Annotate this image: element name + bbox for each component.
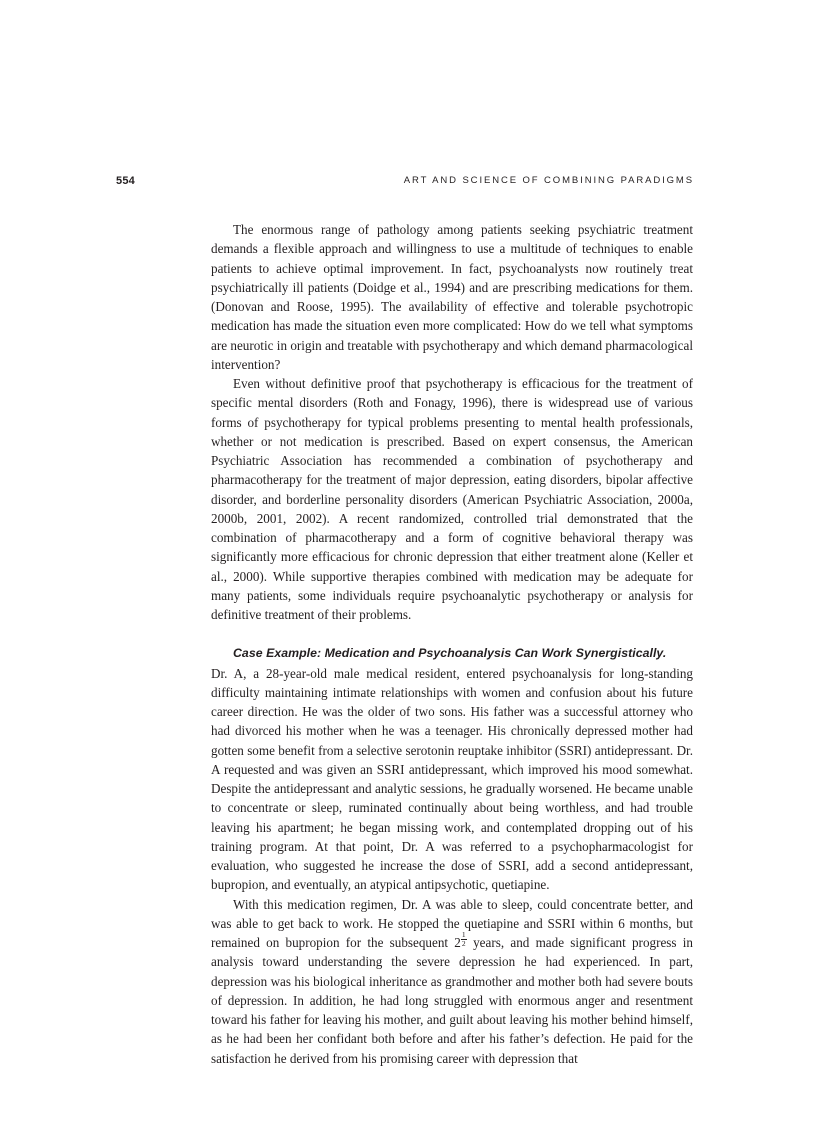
running-head: [116, 175, 694, 193]
fraction-denominator: 2: [461, 939, 466, 948]
paragraph-text-start: With this medication regimen, Dr. A was able to sleep, could concentrate better, and was able to get back to work. He stopped the quetiapine and SSRI within 6 months, but remained on bupropion for the subsequent 2: [211, 896, 693, 950]
paragraph: The enormous range of pathology among patients seeking psychiatric treatment demands a flexible approach and willingness to use a multitude of techniques to enable patients to achieve optimal improvement. In fact, psychoanalysts now routinely treat psychiatrically ill patients (Doidge et al., 1994) and are prescribing medications for them. (Donovan and Roose, 1995). The availability of effective and tolerable psychotropic medication has made the situation even more complicated: How do we tell what symptoms are neurotic in origin and treatable with psychotherapy and which demand pharmacological intervention?: [211, 222, 693, 372]
fraction-one-half: [461, 930, 467, 948]
case-example-paragraph: [211, 643, 693, 894]
paragraph: Even without definitive proof that psychotherapy is efficacious for the treatment of specific mental disorders (Roth and Fonagy, 1996), there is widespread use of various forms of psychotherapy for typical problems presenting to mental health professionals, whether or not medication is prescribed. Based on expert consensus, the American Psychiatric Association has recommended a combination of psychotherapy and pharmacotherapy for the treatment of major depression, eating disorders, bipolar affective disorder, and borderline personality disorders (American Psychiatric Association, 2000a, 2000b, 2001, 2002). A recent randomized, controlled trial demonstrated that the combination of pharmacotherapy and a form of cognitive behavioral therapy was significantly more efficacious for chronic depression that either treatment alone (Keller et al., 2000). While supportive therapies combined with medication may be adequate for many patients, some individuals require psychoanalytic psychotherapy or analysis for definitive treatment of their problems.: [211, 376, 693, 622]
paragraph: [211, 895, 693, 1068]
paragraph-text-end: years, and made significant progress in analysis toward understanding the severe depression he had experienced. In part, depression was his biological inheritance as grandmother and mother both had severe bouts of depression. In addition, he had long struggled with enormous anger and resentment toward his father for leaving his mother, and guilt about leaving his mother behind himself, as he had been her confidant both before and after his father’s defection. He paid for the satisfaction he derived from his promising career with depression that: [211, 935, 693, 1066]
case-example-text: Dr. A, a 28-year-old male medical resident, entered psychoanalysis for long-standing difficulty maintaining intimate relationships with women and confusion about his future career direction. He was the older of two sons. His father was a successful attorney who had divorced his mother when he was a teenager. His chronically depressed mother had gotten some benefit from a selective serotonin reuptake inhibitor (SSRI) antidepressant. Dr. A requested and was given an SSRI antidepressant, which improved his mood somewhat. Despite the antidepressant and analytic sessions, he gradually worsened. He became unable to concentrate or sleep, ruminated continually about being worthless, and had trouble leaving his apartment; he began missing work, and contemplated dropping out of his training program. At that point, Dr. A was referred to a psychopharmacologist for evaluation, who suggested he increase the dose of SSRI, add a second antidepressant, bupropion, and eventually, an atypical antipsychotic, quetiapine.: [211, 665, 693, 893]
running-title: ART AND SCIENCE OF COMBINING PARADIGMS: [403, 175, 694, 186]
page-number: 554: [116, 175, 135, 187]
body-text: [211, 220, 693, 1068]
case-example-heading: Case Example: Medication and Psychoanalysis Can Work Synergistically.: [233, 646, 667, 661]
fraction-numerator: 1: [461, 930, 466, 939]
